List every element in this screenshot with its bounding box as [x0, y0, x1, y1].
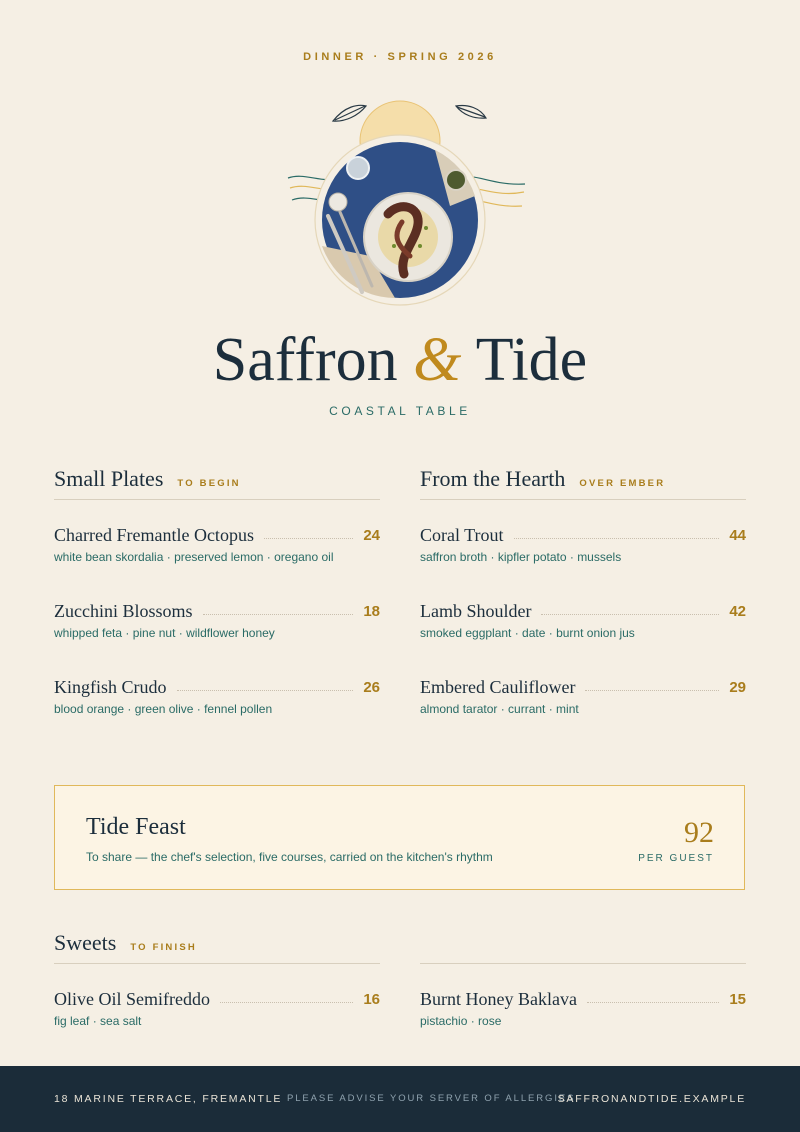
item-name: Lamb Shoulder — [420, 600, 532, 621]
menu-item — [420, 988, 746, 1028]
dot-leader — [264, 538, 353, 539]
item-description: saffron broth · kipfler potato · mussels — [420, 550, 622, 564]
dot-leader — [514, 538, 720, 539]
section-small-plates — [54, 466, 380, 726]
tide-feast-box — [54, 785, 745, 890]
menu-item — [54, 676, 380, 716]
dot-leader — [541, 614, 719, 615]
emblem — [270, 96, 530, 326]
section-title: Sweets — [54, 930, 117, 955]
title-ampersand: & — [413, 326, 462, 394]
feast-price: 92 — [684, 816, 714, 849]
section-header — [54, 466, 380, 500]
restaurant-title — [0, 322, 800, 398]
item-description: white bean skordalia · preserved lemon · oregano oil — [54, 550, 334, 564]
section-tag: TO BEGIN — [177, 478, 241, 489]
dot-leader — [587, 1002, 719, 1003]
item-price: 18 — [363, 602, 380, 620]
menu-item — [420, 600, 746, 640]
item-description: blood orange · green olive · fennel pollen — [54, 702, 273, 716]
menu-item — [54, 600, 380, 640]
item-name: Charred Fremantle Octopus — [54, 524, 254, 545]
dot-leader — [203, 614, 354, 615]
menu-item — [420, 676, 746, 716]
menu-item — [54, 524, 380, 564]
item-name: Coral Trout — [420, 524, 504, 545]
item-description: whipped feta · pine nut · wildflower honey — [54, 626, 275, 640]
item-name: Kingfish Crudo — [54, 676, 167, 697]
menu-item — [54, 988, 380, 1028]
restaurant-subtitle: COASTAL TABLE — [329, 404, 471, 418]
section-from-the-hearth — [420, 466, 746, 726]
dot-leader — [177, 690, 354, 691]
menu-item — [420, 524, 746, 564]
item-name: Zucchini Blossoms — [54, 600, 193, 621]
item-name: Embered Cauliflower — [420, 676, 576, 697]
menu-kicker: DINNER · SPRING 2026 — [303, 51, 497, 63]
title-tide: Tide — [475, 326, 588, 394]
section-sweets-right — [420, 930, 746, 1040]
dish-photo — [315, 135, 485, 305]
item-description: fig leaf · sea salt — [54, 1014, 142, 1028]
footer-allergy-note: PLEASE ADVISE YOUR SERVER OF ALLERGIES — [287, 1093, 576, 1104]
dot-leader — [585, 690, 719, 691]
item-description: smoked eggplant · date · burnt onion jus — [420, 626, 635, 640]
footer-website-link[interactable]: SAFFRONANDTIDE.EXAMPLE — [557, 1093, 746, 1105]
section-title: From the Hearth — [420, 466, 566, 491]
section-header — [54, 930, 380, 964]
item-description: almond tarator · currant · mint — [420, 702, 579, 716]
item-price: 15 — [729, 990, 746, 1008]
feast-price-unit: PER GUEST — [638, 853, 714, 864]
section-header — [420, 466, 746, 500]
section-title: Small Plates — [54, 466, 164, 491]
title-saffron: Saffron — [212, 326, 398, 394]
item-price: 29 — [729, 678, 746, 696]
item-price: 16 — [363, 990, 380, 1008]
section-tag: TO FINISH — [130, 942, 197, 953]
footer-address: 18 MARINE TERRACE, FREMANTLE — [54, 1093, 283, 1105]
section-tag: OVER EMBER — [579, 478, 666, 489]
item-price: 44 — [729, 526, 746, 544]
dot-leader — [220, 1002, 353, 1003]
section-divider — [420, 930, 746, 964]
item-price: 26 — [363, 678, 380, 696]
footer-bar — [0, 1066, 800, 1132]
item-name: Burnt Honey Baklava — [420, 988, 577, 1009]
item-description: pistachio · rose — [420, 1014, 502, 1028]
item-name: Olive Oil Semifreddo — [54, 988, 210, 1009]
feast-title: Tide Feast — [86, 814, 186, 840]
feast-description: To share — the chef's selection, five courses, carried on the kitchen's rhythm — [86, 850, 493, 864]
item-price: 24 — [363, 526, 380, 544]
item-price: 42 — [729, 602, 746, 620]
section-sweets — [54, 930, 380, 1040]
